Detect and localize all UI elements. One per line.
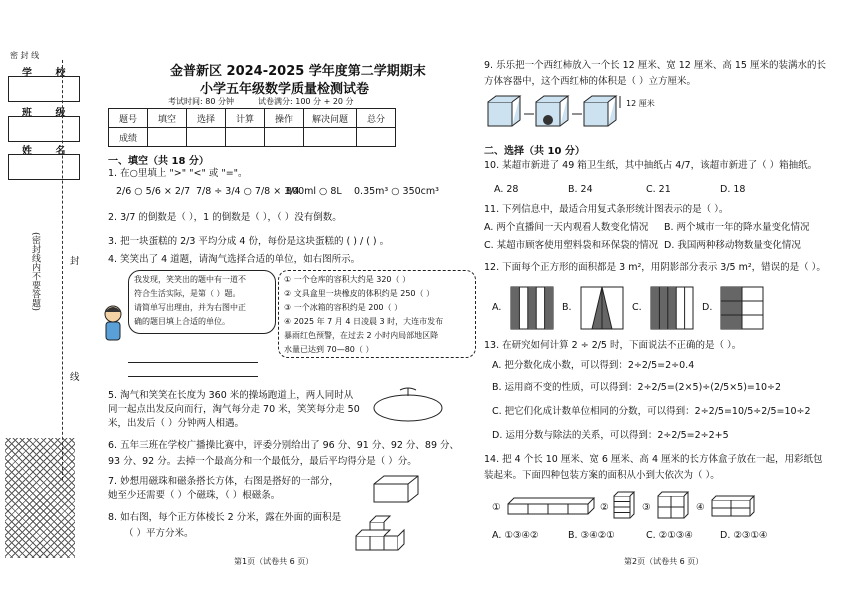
q12-square-c bbox=[650, 286, 694, 330]
q11-option-b: B. 两个城市一年的降水量变化情况 bbox=[664, 222, 810, 233]
unit-item-2: ② 文具盒里一块橡皮的体积约是 250（ ） bbox=[284, 289, 435, 298]
diagram-label-12cm: 12 厘米 bbox=[626, 99, 655, 108]
question-1a: 2/6 ○ 5/6 × 2/7 bbox=[116, 186, 191, 197]
score-input-cell[interactable] bbox=[187, 128, 226, 147]
section-fill-title: 一、填空（共 18 分） bbox=[108, 156, 209, 167]
class-label: 班 级 bbox=[22, 108, 76, 119]
q14-option-a: A. ①③④② bbox=[492, 530, 539, 541]
track-ellipse-icon bbox=[372, 384, 446, 424]
question-1c: 800ml ○ 8L bbox=[286, 186, 342, 197]
question-8-line: （ ）平方分米。 bbox=[124, 528, 194, 539]
exam-time: 考试时间: 80 分钟 bbox=[168, 97, 234, 106]
name-field[interactable] bbox=[8, 154, 80, 180]
unit-item-4-cont: 暴雨红色预警，在过去 2 小时内局部地区降 bbox=[284, 331, 439, 340]
answer-line bbox=[128, 376, 258, 377]
student-cartoon-icon bbox=[100, 304, 126, 344]
seal-char-xian: 线 bbox=[70, 372, 80, 383]
question-5-line: 米，出发后（ ）分钟两人相遇。 bbox=[108, 418, 245, 429]
unit-item-1: ① 一个仓库的容积大约是 320（ ） bbox=[284, 275, 411, 284]
answer-line bbox=[128, 362, 258, 363]
seal-note: (密封线内不要答题) bbox=[30, 232, 40, 312]
unit-item-3: ③ 一个冰箱的容积约是 200（ ） bbox=[284, 303, 403, 312]
score-input-cell[interactable] bbox=[148, 128, 187, 147]
q12-option-a: A. bbox=[492, 302, 502, 313]
question-4: 4. 笑笑出了 4 道题，请淘气选择合适的单位，如右图所示。 bbox=[108, 254, 361, 265]
q14-mark-4: ④ bbox=[696, 502, 705, 513]
question-5-line: 5. 淘气和笑笑在长度为 360 米的操场跑道上，两人同时从 bbox=[108, 390, 354, 401]
q12-option-d: D. bbox=[702, 302, 713, 313]
binding-top-marks: 密 封 线 bbox=[10, 51, 40, 60]
score-input-cell[interactable] bbox=[226, 128, 265, 147]
decorative-pattern bbox=[5, 438, 75, 558]
question-14-line: 14. 把 4 个长 10 厘米、宽 6 厘米、高 4 厘米的长方体盒子放在一起，用彩纸包 bbox=[484, 454, 823, 465]
q13-option-c: C. 把它们化成计数单位相同的分数，可以得到：2÷2/5=10/5÷2/5=10÷2 bbox=[492, 406, 811, 417]
q14-option-c: C. ②①③④ bbox=[646, 530, 693, 541]
q11-option-c: C. 某超市顾客使用塑料袋和环保袋的情况 bbox=[484, 240, 659, 251]
question-1b: 7/8 ÷ 3/4 ○ 7/8 × 3/4 bbox=[196, 186, 300, 197]
question-8-line: 8. 如右图，每个正方体棱长 2 分米，露在外面的面积是 bbox=[108, 512, 342, 523]
q13-option-b: B. 运用商不变的性质，可以得到：2÷2/5=(2×5)÷(2/5×5)=10÷2 bbox=[492, 382, 781, 393]
score-input-cell[interactable] bbox=[304, 128, 357, 147]
question-6-line: 6. 五年三班在学校广播操比赛中，评委分别给出了 96 分、91 分、92 分、89 分、 bbox=[108, 440, 460, 451]
q12-square-a bbox=[510, 286, 554, 330]
q14-option-b: B. ③④②① bbox=[568, 530, 615, 541]
question-9-line: 9. 乐乐把一个西红柿放入一个长 12 厘米、宽 12 厘米、高 15 厘米的装满水的长 bbox=[484, 60, 826, 71]
table-cell: 操作 bbox=[265, 109, 304, 128]
table-cell: 填空 bbox=[148, 109, 187, 128]
q10-option-c: C. 21 bbox=[646, 184, 671, 195]
exam-score: 试卷满分: 100 分 + 20 分 bbox=[258, 97, 354, 106]
q14-box-arrangement-1 bbox=[506, 496, 596, 516]
speech-line: 请简单写出理由，并为右图中正 bbox=[134, 303, 246, 312]
speech-line: 符合生活实际，是第（ ）题。 bbox=[134, 289, 241, 298]
q14-box-arrangement-2 bbox=[612, 490, 636, 520]
question-3: 3. 把一块蛋糕的 2/3 平均分成 4 份，每份是这块蛋糕的 ( ) / ( ) 。 bbox=[108, 236, 390, 247]
stacked-cubes-icon bbox=[352, 512, 412, 554]
score-input-cell[interactable] bbox=[357, 128, 396, 147]
q10-option-b: B. 24 bbox=[568, 184, 593, 195]
table-cell: 解决问题 bbox=[304, 109, 357, 128]
question-7-line: 她至少还需要（ ）个磁珠，（ ）根磁条。 bbox=[108, 490, 281, 501]
exam-title-line2: 小学五年级数学质量检测试卷 bbox=[200, 82, 370, 97]
school-field[interactable] bbox=[8, 76, 80, 102]
q12-square-b bbox=[580, 286, 624, 330]
question-10: 10. 某超市新进了 49 箱卫生纸，其中抽纸占 4/7，该超市新进了（ ）箱抽纸。 bbox=[484, 160, 818, 171]
q14-box-arrangement-4 bbox=[710, 494, 756, 518]
question-11: 11. 下列信息中，最适合用复式条形统计图表示的是（ ）。 bbox=[484, 204, 729, 215]
q11-option-d: D. 我国两种移动物数量变化情况 bbox=[664, 240, 801, 251]
question-5-line: 同一起点出发反向而行，淘气每分走 70 米，笑笑每分走 50 bbox=[108, 404, 360, 415]
q14-mark-3: ③ bbox=[642, 502, 651, 513]
exam-title-line1: 金普新区 2024-2025 学年度第二学期期末 bbox=[170, 64, 426, 79]
q12-option-c: C. bbox=[632, 302, 642, 313]
q14-box-arrangement-3 bbox=[656, 490, 690, 520]
q13-option-d: D. 运用分数与除法的关系，可以得到：2÷2/5=2÷2+5 bbox=[492, 430, 729, 441]
q12-square-d bbox=[720, 286, 764, 330]
q13-option-a: A. 把分数化成小数，可以得到：2÷2/5=2÷0.4 bbox=[492, 360, 695, 371]
question-9-line: 方体容器中，这个西红柿的体积是（ ）立方厘米。 bbox=[484, 76, 697, 87]
score-table-header-row bbox=[109, 109, 396, 128]
score-table-score-row bbox=[109, 128, 396, 147]
speech-line: 确的题目填上合适的单位。 bbox=[134, 317, 230, 326]
cuboid-frame-icon bbox=[372, 472, 422, 508]
name-label: 姓 名 bbox=[22, 146, 76, 157]
class-field[interactable] bbox=[8, 116, 80, 142]
table-cell: 计算 bbox=[226, 109, 265, 128]
question-7-line: 7. 妙想用磁珠和磁条搭长方体，右图是搭好的一部分， bbox=[108, 476, 339, 487]
question-14-line: 装起来。下面四种包装方案的面积从小到大依次为（ ）。 bbox=[484, 470, 720, 481]
question-2: 2. 3/7 的倒数是（ ），1 的倒数是（ ），（ ）没有倒数。 bbox=[108, 212, 342, 223]
seal-line bbox=[62, 60, 63, 480]
speech-line: 我发现，笑笑出的题中有一道不 bbox=[134, 275, 246, 284]
q10-option-a: A. 28 bbox=[494, 184, 519, 195]
table-cell: 成绩 bbox=[109, 128, 148, 147]
question-1d: 0.35m³ ○ 350cm³ bbox=[354, 186, 439, 197]
table-cell: 选择 bbox=[187, 109, 226, 128]
q10-option-d: D. 18 bbox=[720, 184, 746, 195]
unit-item-4-cont: 水量已达到 70—80（ ） bbox=[284, 345, 374, 354]
q14-mark-1: ① bbox=[492, 502, 501, 513]
school-label: 学 校 bbox=[22, 68, 76, 79]
question-13: 13. 在研究如何计算 2 ÷ 2/5 时，下面说法不正确的是（ ）。 bbox=[484, 340, 742, 351]
page-2-footer: 第2页（试卷共 6 页） bbox=[624, 557, 704, 566]
question-1: 1. 在○里填上 ">" "<" 或 "="。 bbox=[108, 168, 248, 179]
question-6-line: 93 分、92 分。去掉一个最高分和一个最低分，最后平均得分是（ ）分。 bbox=[108, 456, 417, 467]
q12-option-b: B. bbox=[562, 302, 572, 313]
binding-strip bbox=[0, 0, 86, 603]
section-choice-title: 二、选择（共 10 分） bbox=[484, 146, 585, 157]
table-cell: 题号 bbox=[109, 109, 148, 128]
q14-option-d: D. ②③①④ bbox=[720, 530, 768, 541]
page-1-footer: 第1页（试卷共 6 页） bbox=[234, 557, 314, 566]
unit-item-4: ④ 2025 年 7 月 4 日凌晨 3 时，大连市发布 bbox=[284, 317, 444, 326]
question-12: 12. 下面每个正方形的面积都是 3 m²，用阴影部分表示 3/5 m²，错误的是（ ）。 bbox=[484, 262, 826, 273]
seal-char-feng: 封 bbox=[70, 256, 80, 267]
score-input-cell[interactable] bbox=[265, 128, 304, 147]
score-table bbox=[108, 108, 396, 147]
table-cell: 总分 bbox=[357, 109, 396, 128]
q11-option-a: A. 两个直播间一天内观看人数变化情况 bbox=[484, 222, 649, 233]
q14-mark-2: ② bbox=[600, 502, 609, 513]
